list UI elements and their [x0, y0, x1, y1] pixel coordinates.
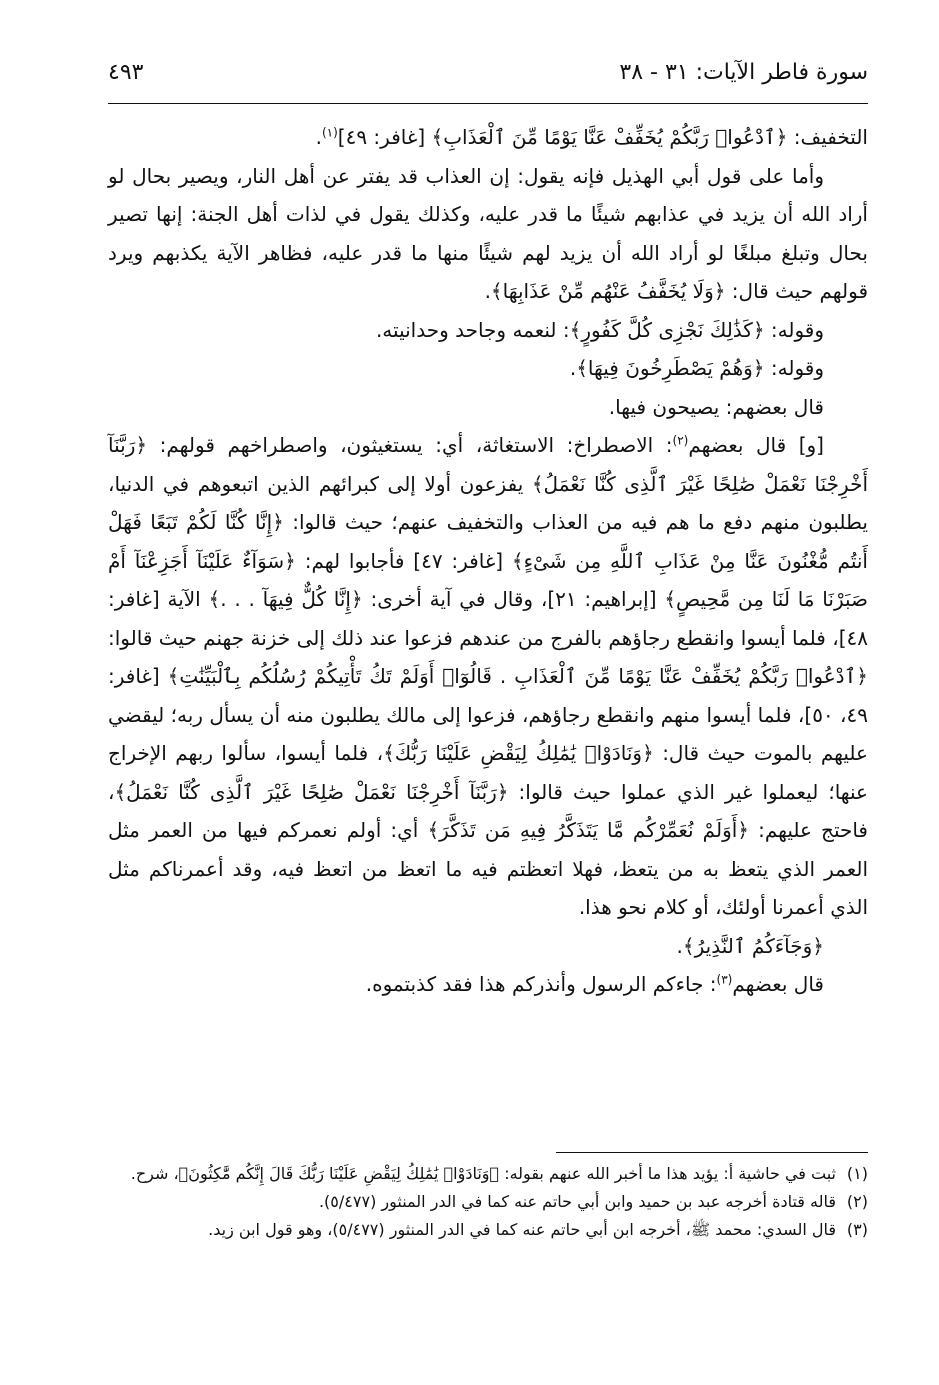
footnote: [100, 1216, 868, 1244]
footnote-text: قال السدي: محمد ﷺ، أخرجه ابن أبي حاتم عنه كما في الدر المنثور (٥/٤٧٧)، وهو قول ابن زيد.: [208, 1220, 836, 1239]
footnote-text: ثبت في حاشية أ: يؤيد هذا ما أخبر الله عنهم بقوله: ﴿وَنَادَوْا۟ يَٰمَٰلِكُ لِيَقْضِ عَلَيْنَا رَبُّكَ قَالَ إِنَّكُم مَّٰكِثُونَ﴾، شرح.: [130, 1164, 836, 1183]
paragraph: وقوله: ﴿كَذَٰلِكَ نَجْزِى كُلَّ كَفُورٍ﴾: لنعمه وجاحد وحدانيته.: [375, 317, 824, 342]
paragraph: ﴿وَجَآءَكُمُ ٱلنَّذِيرُ﴾.: [676, 933, 824, 958]
paragraph: وأما على قول أبي الهذيل فإنه يقول: إن العذاب قد يفتر عن أهل النار، ويصير بحال لو أراد الله أن يزيد في عذابهم شيئًا ما قدر عليه، وكذلك يقول في لذات أهل الجنة: إنها تصير بحال وتبلغ مبلغًا لو أراد الله أن يزيد لهم شيئًا منها ما قدر عليه، فظاهر الآية يكذبهم ويرد قولهم حيث قال: ﴿وَلَا يُخَفَّفُ عَنْهُم مِّنْ عَذَابِهَا﴾.: [108, 163, 868, 303]
running-title: سورة فاطر الآيات: ٣١ - ٣٨: [619, 60, 868, 85]
footnote-number: (١): [846, 1164, 868, 1183]
paragraph: وقوله: ﴿وَهُمْ يَصْطَرِخُونَ فِيهَا﴾.: [569, 356, 824, 380]
footnote-ref[interactable]: (١): [321, 125, 338, 140]
footnote: [100, 1160, 868, 1188]
paragraph: قال بعضهم: يصيحون فيها.: [608, 394, 824, 419]
footnote-number: (٣): [846, 1220, 868, 1239]
footnote: [100, 1188, 868, 1216]
paragraph: التخفيف: ﴿ٱدْعُوا۟ رَبَّكُمْ يُخَفِّفْ عَنَّا يَوْمًا مِّنَ ٱلْعَذَابِ﴾ [غافر: ٤٩]$^{(١)}$.: [315, 125, 868, 149]
page-header: [108, 54, 868, 94]
footnote-text: قاله قتادة أخرجه عبد بن حميد وابن أبي حاتم عنه كما في الدر المنثور (٥/٤٧٧).: [318, 1192, 836, 1211]
footnote-ref[interactable]: (٣): [716, 972, 733, 987]
paragraph: قال بعضهم$^{(٣)}$: جاءكم الرسول وأنذركم هذا فقد كذبتموه.: [365, 972, 824, 996]
main-text: [108, 118, 868, 1004]
footnote-number: (٢): [846, 1192, 868, 1211]
footnotes: [100, 1160, 868, 1244]
page-number: ٤٩٣: [108, 60, 144, 85]
footnote-rule: [556, 1152, 868, 1153]
footnote-ref[interactable]: (٢): [672, 433, 689, 448]
paragraph: [و] قال بعضهم$^{(٢)}$: الاصطراخ: الاستغاثة، أي: يستغيثون، واصطراخهم قولهم: ﴿رَبَّنَآ أَخْرِجْنَا نَعْمَلْ صَٰلِحًا غَيْرَ ٱلَّذِى كُنَّا نَعْمَلُ﴾ يفزعون أولا إلى كبرائهم الذين اتبعوهم في الدنيا، يطلبون منهم دفع ما هم فيه من العذاب والتخفيف عنهم؛ حيث قالوا: ﴿إِنَّا كُنَّا لَكُمْ تَبَعًا فَهَلْ أَنتُم مُّغْنُونَ عَنَّا مِنْ عَذَابِ ٱللَّهِ مِن شَىْءٍ﴾ [غافر: ٤٧] فأجابوا لهم: ﴿سَوَآءٌ عَلَيْنَآ أَجَزِعْنَآ أَمْ صَبَرْنَا مَا لَنَا مِن مَّحِيصٍ﴾ [إبراهيم: ٢١]، وقال في آية أخرى: ﴿إِنَّا كُلٌّ فِيهَآ . . .﴾ الآية [غافر: ٤٨]، فلما أيسوا وانقطع رجاؤهم بالفرج من عندهم فزعوا عند ذلك إلى خزنة جهنم حيث قالوا: ﴿ٱدْعُوا۟ رَبَّكُمْ يُخَفِّفْ عَنَّا يَوْمًا مِّنَ ٱلْعَذَابِ . قَالُوٓا۟ أَوَلَمْ تَكُ تَأْتِيكُمْ رُسُلُكُم بِٱلْبَيِّنَٰتِ﴾ [غافر: ٤٩، ٥٠]، فلما أيسوا منهم وانقطع رجاؤهم، فزعوا إلى مالك يطلبون منه أن يسأل ربه؛ ليقضي عليهم بالموت حيث قال: ﴿وَنَادَوْا۟ يَٰمَٰلِكُ لِيَقْضِ عَلَيْنَا رَبُّكَ﴾، فلما أيسوا، سألوا ربهم الإخراج عنها؛ ليعملوا غير الذي عملوا حيث قالوا: ﴿رَبَّنَآ أَخْرِجْنَا نَعْمَلْ صَٰلِحًا غَيْرَ ٱلَّذِى كُنَّا نَعْمَلُ﴾، فاحتج عليهم: ﴿أَوَلَمْ نُعَمِّرْكُم مَّا يَتَذَكَّرُ فِيهِ مَن تَذَكَّرَ﴾ أي: أولم نعمركم فيها من العمر مثل العمر الذي يتعظ به من يتعظ، فهلا اتعظتم فيه ما اتعظ من اتعظ فيه، وقد أعمرناكم مثل الذي أعمرنا أولئك، أو كلام نحو هذا.: [108, 433, 869, 919]
header-rule: [108, 103, 868, 104]
